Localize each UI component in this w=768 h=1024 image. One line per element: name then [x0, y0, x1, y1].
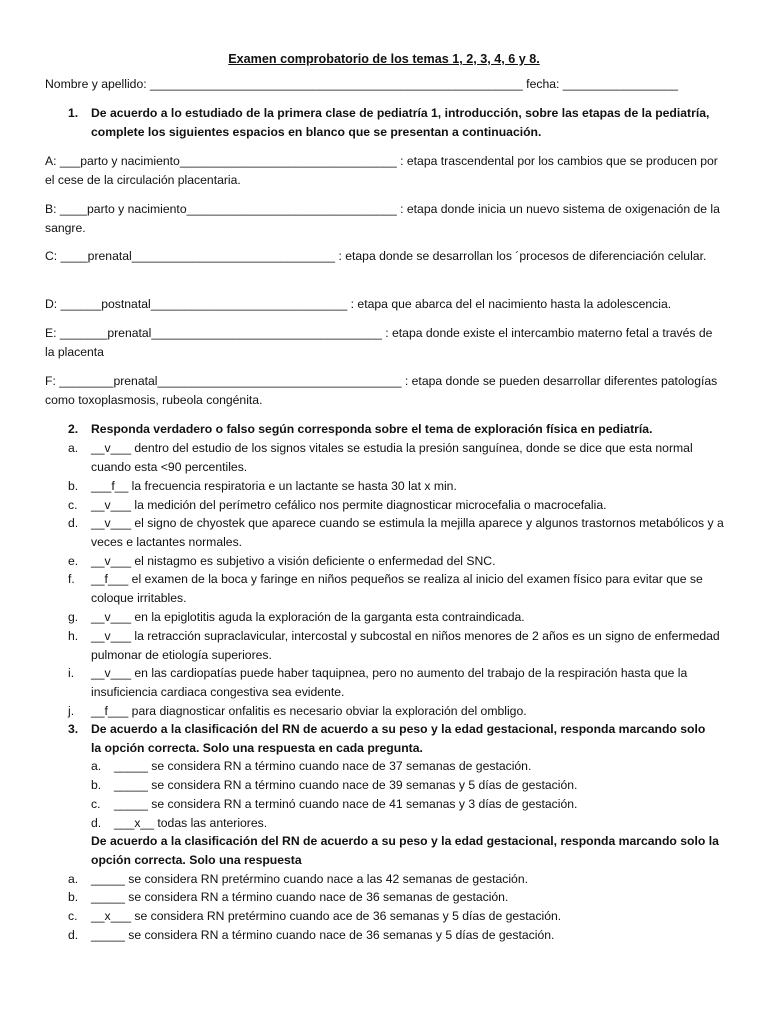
q2-item-text: __v___ el signo de chyostek que aparece cuando se estimula la mejilla aparece y algunos trastornos metabólicos y a veces e lactantes normales.: [91, 516, 724, 549]
q3-sub-item-label: d.: [68, 928, 79, 942]
q3-item-text: _____ se considera RN a terminó cuando nace de 41 semanas y 3 días de gestación.: [114, 797, 578, 811]
q2-item-text: __f___ el examen de la boca y faringe en niños pequeños se realiza al inicio del examen físico para evitar que se coloque irritables.: [91, 572, 703, 605]
question-3-text: De acuerdo a la clasificación del RN de acuerdo a su peso y la edad gestacional, responda marcando solo la opción correcta. Solo una respuesta en cada pregunta.: [91, 722, 706, 755]
q2-item-label: f.: [68, 572, 75, 586]
q2-item-label: b.: [68, 479, 79, 493]
q2-item-text: __v___ la medición del perímetro cefálico nos permite diagnosticar microcefalia o macrocefalia.: [91, 498, 607, 512]
q3-item-label: a.: [91, 759, 102, 773]
q1-item-e: E: _______prenatal__________________________________ : etapa donde existe el intercambio materno fetal a través de la placenta: [45, 326, 713, 359]
q2-item-label: e.: [68, 554, 79, 568]
q3-item: [91, 795, 731, 814]
q2-item-text: __v___ dentro del estudio de los signos vitales se estudia la presión sanguínea, donde se dice que esta normal cuando esta <90 percentiles.: [91, 441, 693, 474]
question-2-text: Responda verdadero o falso según corresponda sobre el tema de exploración física en pediatría.: [91, 422, 653, 436]
q2-item: [68, 552, 728, 571]
q3-sub-item: [68, 888, 728, 907]
q2-item: [68, 496, 728, 515]
q1-item-d: D: ______postnatal_____________________________ : etapa que abarca del el nacimiento hasta la adolescencia.: [45, 297, 672, 311]
question-1-number: 1.: [68, 106, 79, 120]
q2-item-label: i.: [68, 666, 75, 680]
q2-item: [68, 514, 728, 551]
q2-item-label: h.: [68, 629, 79, 643]
q1-item-c: C: ____prenatal______________________________ : etapa donde se desarrollan los ´procesos de diferenciación celular.: [45, 249, 707, 263]
name-date-line: Nombre y apellido: _______________________________________________________ fecha: _________________: [45, 77, 678, 91]
q3-sub-item-label: b.: [68, 890, 79, 904]
q2-item-label: a.: [68, 441, 79, 455]
q3-item-label: d.: [91, 816, 102, 830]
q2-item: [68, 608, 728, 627]
q3-sub-item-text: __x___ se considera RN pretérmino cuando ace de 36 semanas y 5 días de gestación.: [91, 909, 562, 923]
question-1-heading: [68, 104, 718, 141]
q1-item-a: A: ___parto y nacimiento________________________________ : etapa trascendental por los cambios que se producen por el cese de la circulación placentaria.: [45, 154, 718, 187]
q2-item-label: g.: [68, 610, 79, 624]
q3-sub-item-label: a.: [68, 872, 79, 886]
question-2-number: 2.: [68, 422, 79, 436]
q3-sub-item-label: c.: [68, 909, 78, 923]
q3-sub-item-text: _____ se considera RN a término cuando nace de 36 semanas y 5 días de gestación.: [91, 928, 555, 942]
q3-item-label: b.: [91, 778, 102, 792]
q2-item-text: __v___ en las cardiopatías puede haber taquipnea, pero no aumento del trabajo de la respiración hasta que la insuficiencia cardiaca congestiva sea evidente.: [91, 666, 688, 699]
q2-item: [68, 702, 728, 721]
q1-item-b: B: ____parto y nacimiento_______________________________ : etapa donde inicia un nuevo sistema de oxigenación de la sangre.: [45, 202, 720, 235]
exam-title: Examen comprobatorio de los temas 1, 2, 3, 4, 6 y 8.: [228, 52, 540, 66]
q3-item: [91, 757, 731, 776]
q3-sub-item: [68, 870, 728, 889]
q2-item-label: j.: [68, 704, 75, 718]
question-3-number: 3.: [68, 722, 79, 736]
q3-sub-item: [68, 907, 728, 926]
q2-item: [68, 477, 728, 496]
question-2-heading: [68, 420, 718, 439]
q3-item: [91, 814, 731, 833]
question-3-heading: [68, 720, 718, 757]
q2-item-label: d.: [68, 516, 79, 530]
q3-sub-item: [68, 926, 728, 945]
q3-item-text: ___x__ todas las anteriores.: [114, 816, 268, 830]
q2-item-text: ___f__ la frecuencia respiratoria e un lactante se hasta 30 lat x min.: [91, 479, 457, 493]
q2-item-text: __v___ el nistagmo es subjetivo a visión deficiente o enfermedad del SNC.: [91, 554, 496, 568]
q3-item-text: _____ se considera RN a término cuando nace de 37 semanas de gestación.: [114, 759, 532, 773]
q2-item-text: __v___ la retracción supraclavicular, intercostal y subcostal en niños menores de 2 años es un signo de enfermedad pulmonar de etiología superiores.: [91, 629, 720, 662]
q3-item: [91, 776, 731, 795]
q3-sub-item-text: _____ se considera RN a término cuando nace de 36 semanas de gestación.: [91, 890, 509, 904]
q2-item: [68, 570, 728, 607]
q2-item-text: __f___ para diagnosticar onfalitis es necesario obviar la exploración del ombligo.: [91, 704, 527, 718]
q2-item-label: c.: [68, 498, 78, 512]
question-1-text: De acuerdo a lo estudiado de la primera clase de pediatría 1, introducción, sobre las etapas de la pediatría, complete los siguientes espacios en blanco que se presentan a continuación.: [91, 106, 710, 139]
q3-item-text: _____ se considera RN a término cuando nace de 39 semanas y 5 días de gestación.: [114, 778, 578, 792]
q2-item-text: __v___ en la epiglotitis aguda la exploración de la garganta esta contraindicada.: [91, 610, 525, 624]
q3-item-label: c.: [91, 797, 101, 811]
q2-item: [68, 627, 728, 664]
q3-sub-item-text: _____ se considera RN pretérmino cuando nace a las 42 semanas de gestación.: [91, 872, 528, 886]
question-3-subheading: De acuerdo a la clasificación del RN de acuerdo a su peso y la edad gestacional, responda marcando solo la opción correcta. Solo una respuesta: [91, 834, 719, 867]
q2-item: [68, 664, 728, 701]
q1-item-f: F: ________prenatal____________________________________ : etapa donde se pueden desarrollar diferentes patologías como toxoplasmosis, rubeola congénita.: [45, 374, 718, 407]
q2-item: [68, 439, 728, 476]
